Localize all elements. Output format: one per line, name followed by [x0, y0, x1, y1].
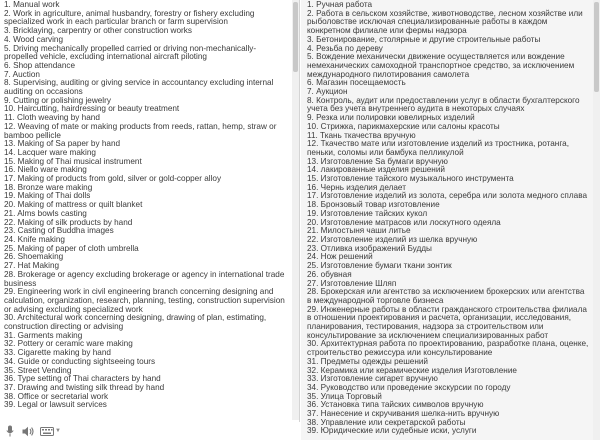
source-line: 35. Street Vending [4, 365, 72, 375]
translation-line: 16. Чернь изделия делает [307, 182, 406, 192]
source-line: 30. Architectural work concerning designing, drawing of plan, estimating, construction directing or advising [4, 313, 269, 332]
translation-line: 22. Изготовление изделий из шелка вручную [307, 234, 478, 244]
translation-line: 27. Изготовление Шляп [307, 278, 397, 288]
source-line: 17. Making of products from gold, silver or gold-copper alloy [4, 174, 222, 184]
source-line: 32. Pottery or ceramic ware making [4, 339, 133, 349]
source-line: 33. Cigarette making by hand [4, 348, 111, 358]
translation-line: 26. обувная [307, 269, 352, 279]
source-line: 1. Manual work [4, 0, 60, 9]
source-line: 24. Knife making [4, 234, 65, 244]
source-line: 26. Shoemaking [4, 252, 64, 262]
source-line: 5. Driving mechanically propelled carried or driving non-mechanically-propelled vehicle, excluding international aircraft piloting [4, 43, 257, 62]
translation-line: 33. Изготовление сигарет вручную [307, 374, 438, 384]
translation-line: 5. Вождение механически движение осуществляется или вождение немеханических самоходной транспортное средство, за исключением международного пилотирования самолета [307, 52, 577, 79]
translation-line: 9. Резка или полировки ювелирных изделий [307, 113, 475, 123]
translation-line: 6. Магазин посещаемость [307, 78, 406, 88]
source-line: 28. Brokerage or agency excluding brokerage or agency in international trade business [4, 269, 287, 288]
translation-line: 17. Изготовление изделий из золота, серебра или золота медного сплава [307, 191, 588, 201]
translation-line: 34. Руководство или проведение экскурсии по городу [307, 382, 511, 392]
translation-line: 21. Милостыня чаши литье [307, 226, 411, 236]
source-line: 36. Type setting of Thai characters by hand [4, 374, 161, 384]
translation-line: 30. Архитектурная работа по проектированию, разработке плана, оценке, строительство режиссура или консультирование [307, 339, 591, 358]
translation-line: 32. Керамика или керамические изделия Изготовление [307, 365, 517, 375]
translation-line: 25. Изготовление бумаги ткани зонтик [307, 261, 452, 271]
translation-line: 28. Брокерская или агентство за исключением брокерских или агентства в международной торговле бизнеса [307, 287, 587, 305]
translation-line: 13. Изготовление Sa бумаги вручную [307, 156, 448, 166]
translation-line: 14. лакированные изделия решений [307, 165, 445, 175]
source-line: 31. Garments making [4, 330, 83, 340]
input-toolbar [0, 422, 300, 440]
source-line: 21. Alms bowls casting [4, 208, 87, 218]
translation-pane [301, 0, 600, 440]
source-line: 14. Lacquer ware making [4, 147, 96, 157]
translation-line: 19. Изготовление тайских кукол [307, 208, 428, 218]
chevron-down-icon[interactable]: ▼ [55, 428, 61, 434]
source-line: 13. Making of Sa paper by hand [4, 139, 121, 149]
translation-line: 1. Ручная работа [307, 0, 373, 9]
source-line: 25. Making of paper of cloth umbrella [4, 243, 139, 253]
source-line: 18. Bronze ware making [4, 182, 93, 192]
translation-line: 31. Предметы одежды решений [307, 356, 428, 366]
translation-line: 10. Стрижка, парикмахерские или салоны красоты [307, 121, 500, 131]
source-line: 8. Supervising, auditing or giving service in accountancy excluding internal auditing on occasions [4, 78, 276, 97]
source-line: 12. Weaving of mate or making products from reeds, rattan, hemp, straw or bamboo pellicle [4, 121, 279, 140]
source-line: 29. Engineering work in civil engineering branch concerning designing and calculation, organization, research, planning, testing, construction supervision or advising excluding specialized work [4, 287, 288, 314]
translation-line: 4. Резьба по дереву [307, 43, 383, 53]
translation-line: 15. Изготовление тайского музыкального инструмента [307, 174, 514, 184]
source-line: 2. Work in agriculture, animal husbandry, forestry or fishery excluding specialized work in each particular branch or farm supervision [4, 8, 257, 27]
source-line: 9. Cutting or polishing jewelry [4, 95, 111, 105]
source-line: 7. Auction [4, 69, 40, 79]
translation-line: 20. Изготовление матрасов или лоскутного одеяла [307, 217, 501, 227]
translation-line: 29. Инженерные работы в области гражданского строительства филиала в отношении проектирования и расчета, организации, исследования, планирования, тестирования, надзора за строительством или консультирование за исключением специализированных работ [307, 304, 590, 340]
translation-line: 36. Установка типа тайских символов вручную [307, 400, 484, 410]
source-line: 15. Making of Thai musical instrument [4, 156, 142, 166]
translation-text [307, 1, 590, 440]
translation-line: 23. Отливка изображений Будды [307, 243, 432, 253]
translation-line: 3. Бетонирование, столярные и другие строительные работы [307, 34, 541, 44]
translation-line: 35. Улица Торговый [307, 391, 382, 401]
speaker-icon[interactable] [22, 424, 34, 438]
translation-line: 18. Бронзовый товар изготовление [307, 200, 440, 210]
source-line: 4. Wood carving [4, 34, 64, 44]
translation-line: 12. Ткачество мате или изготовление изделий из тростника, ротанга, пеньки, соломы или бамбука пелликулой [307, 139, 572, 157]
translation-scrollbar-thumb[interactable] [594, 2, 599, 92]
source-scrollbar[interactable] [292, 0, 299, 420]
source-line: 20. Making of mattress or quilt blanket [4, 200, 143, 210]
source-line: 6. Shop attendance [4, 60, 76, 70]
translation-line: 24. Нож решений [307, 252, 373, 262]
translation-line: 2. Работа в сельском хозяйстве, животноводстве, лесном хозяйстве или рыболовстве исключая специализированные работы в каждом конкретном филиале или фермы надзора [307, 8, 585, 36]
microphone-icon[interactable] [4, 424, 16, 438]
source-textarea[interactable] [4, 1, 287, 424]
source-line: 16. Niello ware making [4, 165, 87, 175]
translation-line: 37. Нанесение и скручивания шелка-нить вручную [307, 409, 500, 419]
source-line: 11. Cloth weaving by hand [4, 113, 100, 123]
translation-line: 39. Юридические или судебные иски, услуги [307, 426, 477, 436]
translation-line: 7. Аукцион [307, 87, 348, 97]
source-line: 19. Making of Thai dolls [4, 191, 91, 201]
source-line: 23. Casting of Buddha images [4, 226, 114, 236]
translation-line: 38. Управление или секретарской работы [307, 417, 466, 427]
source-line: 10. Haircutting, hairdressing or beauty treatment [4, 104, 180, 114]
source-line: 3. Bricklaying, carpentry or other construction works [4, 26, 192, 36]
translation-line: 8. Контроль, аудит или предоставлении услуг в области бухгалтерского учета без учета внутреннего аудита в некоторых случаях [307, 95, 582, 114]
keyboard-icon[interactable] [40, 424, 61, 438]
source-line: 27. Hat Making [4, 261, 60, 271]
source-scrollbar-thumb[interactable] [293, 2, 298, 72]
source-line: 22. Making of silk products by hand [4, 217, 133, 227]
source-line: 38. Office or secretarial work [4, 391, 109, 401]
translation-scrollbar[interactable] [593, 0, 600, 440]
translation-line: 11. Ткань ткачества вручную [307, 130, 416, 140]
source-line: 34. Guide or conducting sightseeing tours [4, 356, 156, 366]
source-line: 39. Legal or lawsuit services [4, 400, 107, 410]
source-line: 37. Drawing and twisting silk thread by hand [4, 382, 165, 392]
